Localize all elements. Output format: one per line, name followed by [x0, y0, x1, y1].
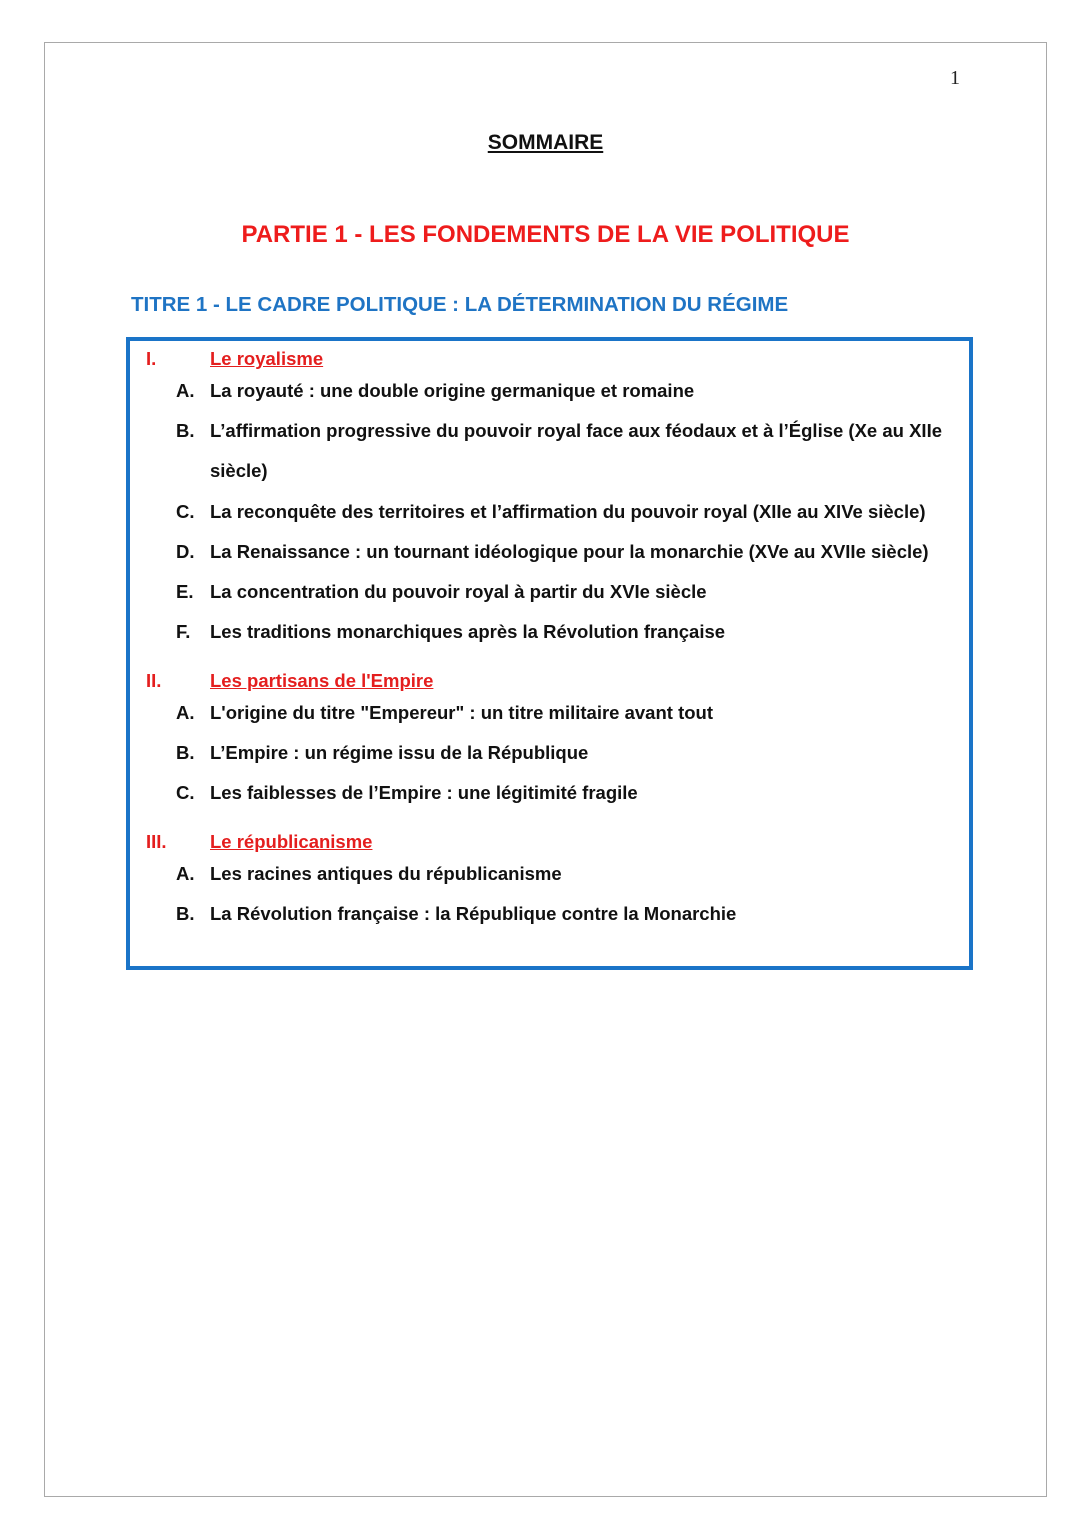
toc-entry-title[interactable]: Les faiblesses de l’Empire : une légitimité fragile — [210, 782, 638, 804]
sommaire-heading: SOMMAIRE — [487, 131, 604, 154]
table-of-contents-box — [126, 337, 973, 970]
toc-entry-title[interactable]: Les racines antiques du républicanisme — [210, 863, 562, 884]
toc-entry-title[interactable]: L’affirmation progressive du pouvoir royal face aux féodaux et à l’Église (Xe au XIIe siècle) — [210, 420, 942, 482]
toc-entry-letter: B. — [176, 903, 195, 925]
toc-entry-title[interactable]: L'origine du titre "Empereur" : un titre militaire avant tout — [210, 702, 713, 723]
toc-section-number: II. — [146, 670, 162, 691]
toc-entry-letter: A. — [176, 702, 195, 723]
toc-entry-letter: A. — [176, 380, 195, 401]
toc-section-title[interactable]: Le républicanisme — [210, 831, 373, 852]
page-number: 1 — [950, 67, 960, 89]
document-page — [44, 42, 1047, 1497]
toc-section-title[interactable]: Les partisans de l'Empire — [210, 670, 434, 691]
partie-heading: PARTIE 1 - LES FONDEMENTS DE LA VIE POLITIQUE — [241, 221, 850, 248]
toc-section-title[interactable]: Le royalisme — [210, 348, 324, 369]
toc-entry-title[interactable]: La Révolution française : la République contre la Monarchie — [210, 903, 737, 925]
toc-entry-letter: A. — [176, 863, 195, 884]
toc-entry-title[interactable]: La Renaissance : un tournant idéologique pour la monarchie (XVe au XVIIe siècle) — [210, 540, 929, 562]
toc-section-number: I. — [146, 348, 157, 369]
toc-entry-letter: D. — [176, 540, 195, 562]
titre-heading: TITRE 1 - LE CADRE POLITIQUE : LA DÉTERMINATION DU RÉGIME — [131, 293, 789, 316]
toc-entry-title[interactable]: L’Empire : un régime issu de la République — [210, 742, 589, 764]
toc-entry-letter: E. — [176, 581, 194, 602]
toc-entry-title[interactable]: Les traditions monarchiques après la Révolution française — [210, 621, 726, 643]
toc-entry-letter: C. — [176, 500, 195, 522]
toc-entry-letter: C. — [176, 782, 195, 804]
toc-entry-letter: B. — [176, 420, 195, 442]
toc-section-number: III. — [146, 831, 167, 852]
toc-entry-title[interactable]: La royauté : une double origine germanique et romaine — [210, 380, 695, 401]
toc-entry-letter: F. — [176, 621, 191, 643]
toc-entry-letter: B. — [176, 742, 195, 764]
toc-entry-title[interactable]: La concentration du pouvoir royal à partir du XVIe siècle — [210, 581, 707, 602]
toc-entry-title[interactable]: La reconquête des territoires et l’affirmation du pouvoir royal (XIIe au XIVe siècle) — [210, 500, 926, 522]
